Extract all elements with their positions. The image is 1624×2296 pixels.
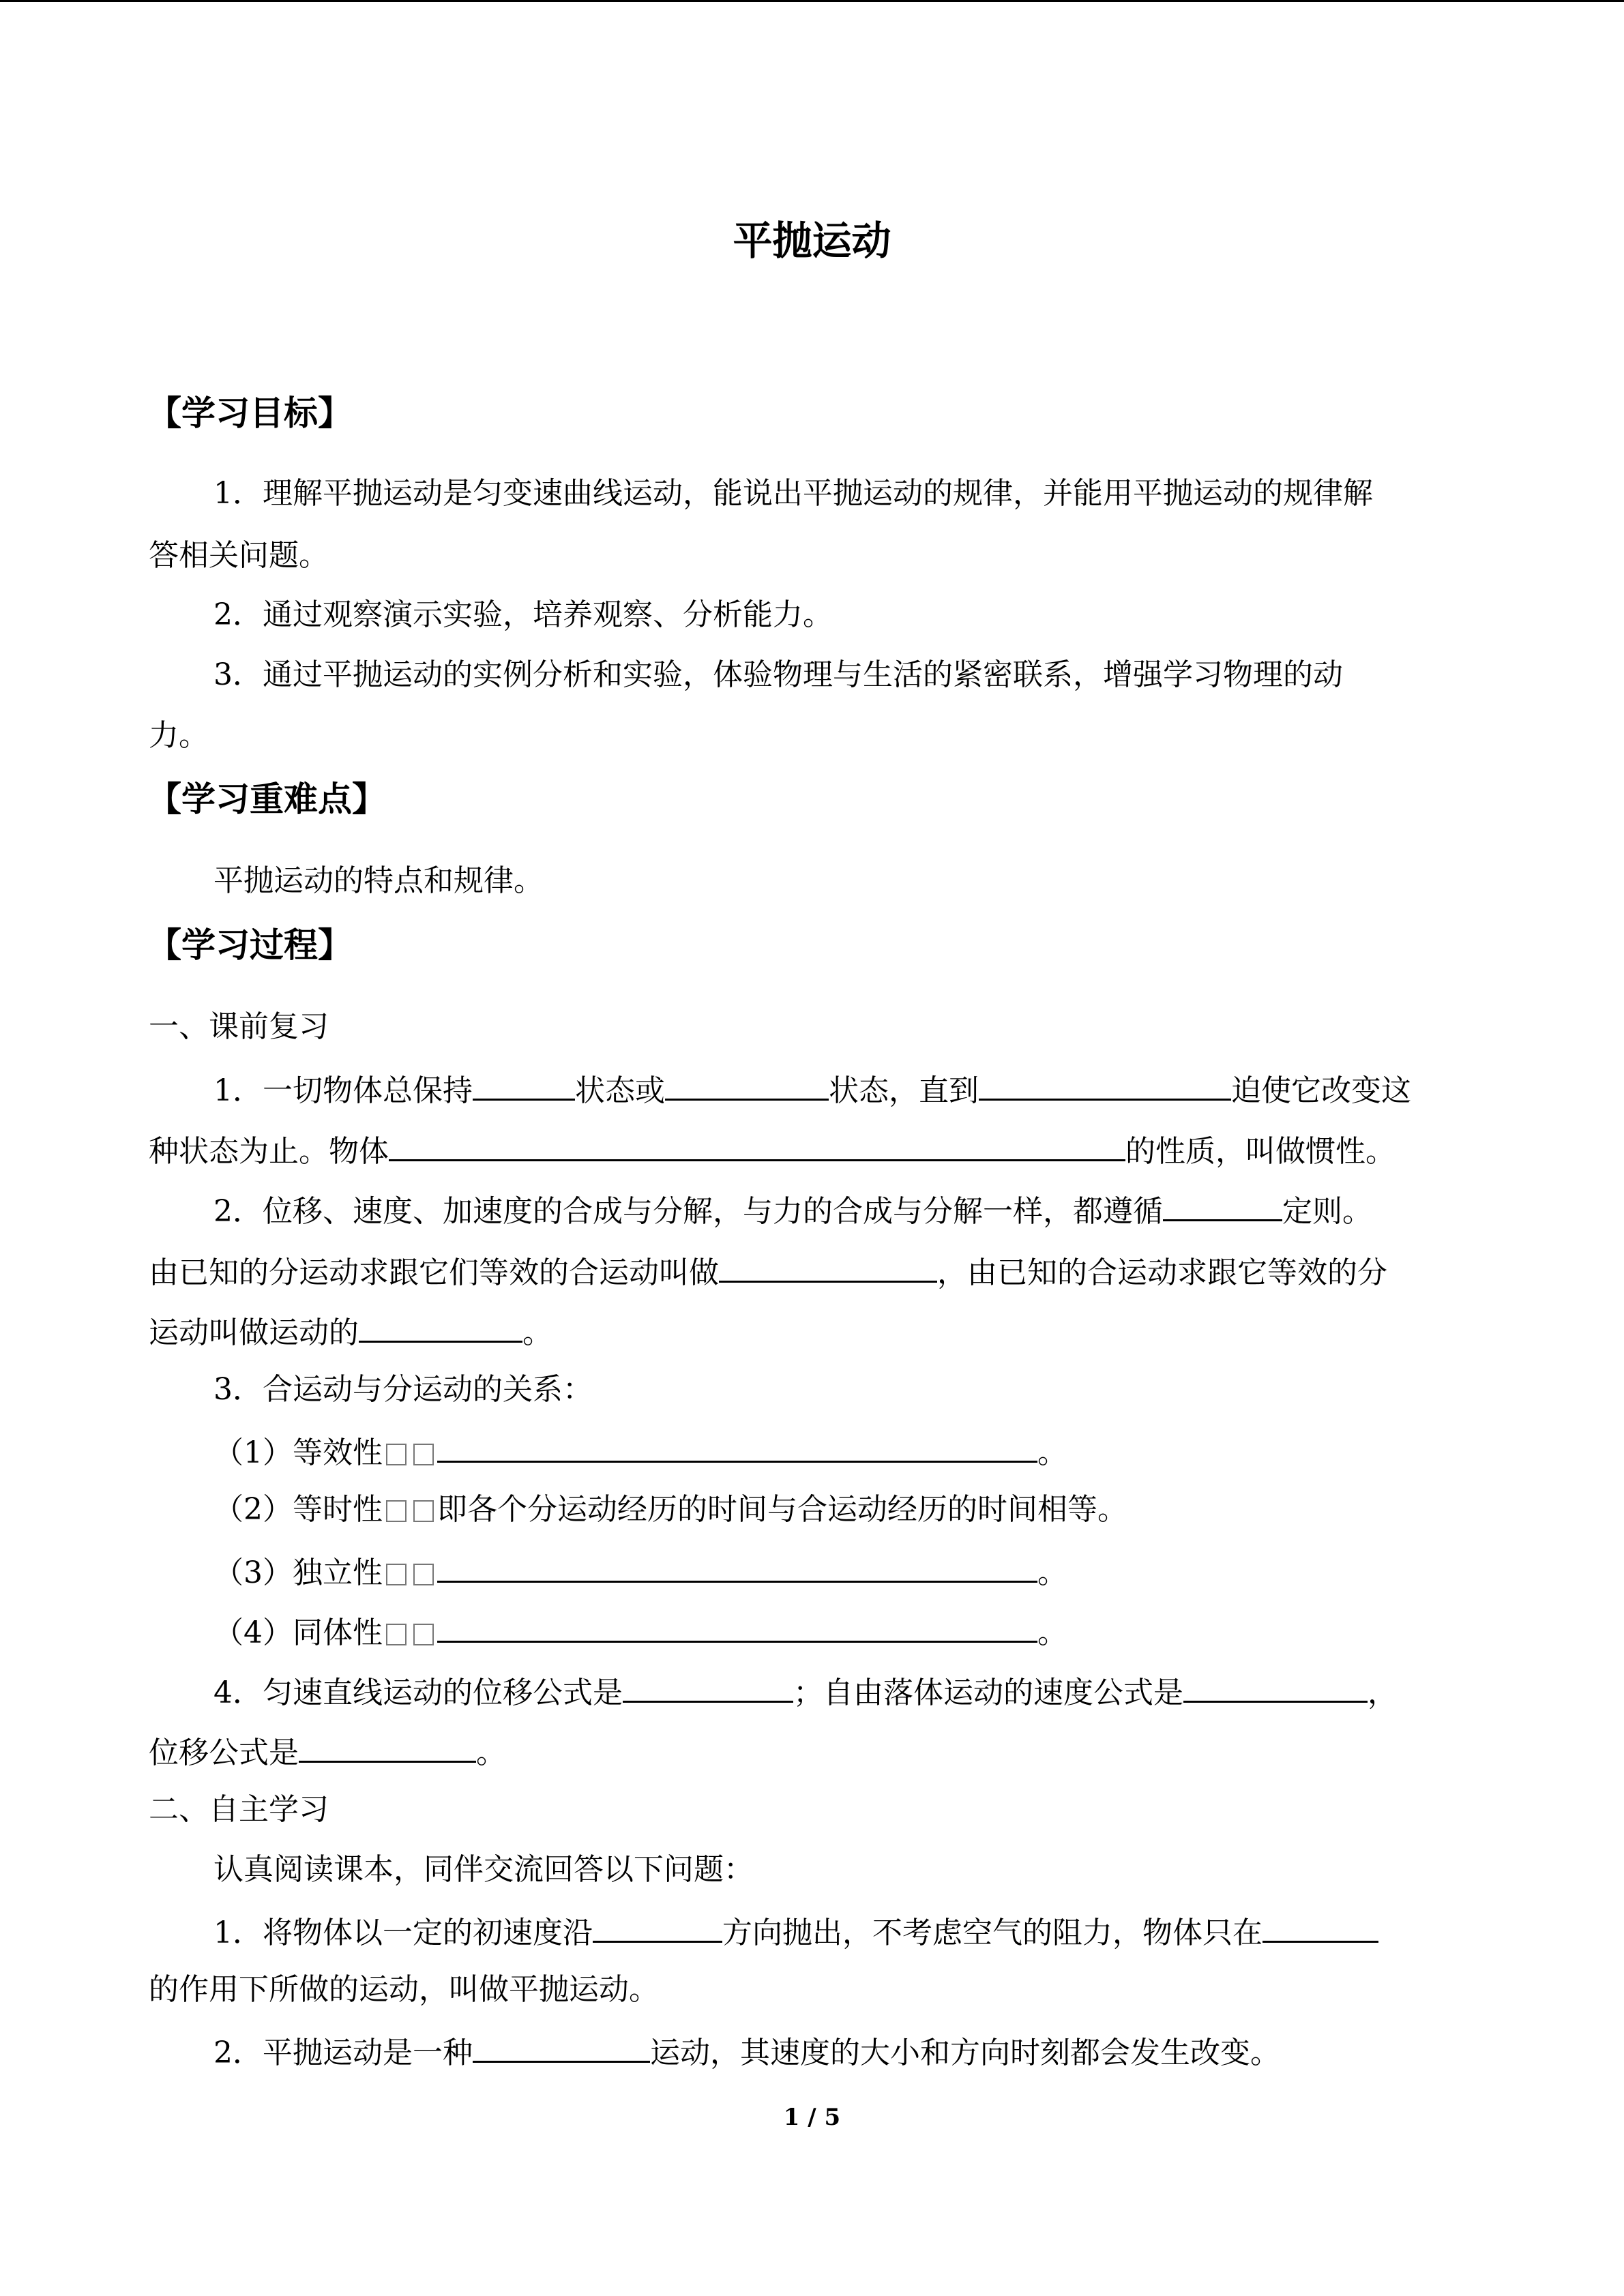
self-study-q2-text-1: 2．平抛运动是一种	[213, 2036, 473, 2070]
blank-field[interactable]	[1183, 1669, 1368, 1703]
page-title: 平抛运动	[733, 218, 891, 264]
review-q2-text-2: 定则。	[1282, 1194, 1372, 1229]
objective-2: 2．通过观察演示实验，培养观察、分析能力。	[213, 597, 833, 632]
review-q4-text-5: 。	[476, 1735, 506, 1770]
blank-field[interactable]	[389, 1128, 1125, 1161]
review-q4-text-4: 位移公式是	[149, 1735, 299, 1770]
review-q3-intro: 3．合运动与分运动的关系：	[213, 1372, 593, 1407]
review-q1-line-1	[213, 1067, 1411, 1112]
heading-key-points: 【学习重难点】	[147, 779, 386, 819]
review-q1-text-4: 迫使它改变这	[1231, 1073, 1411, 1108]
blank-field[interactable]	[473, 1067, 575, 1101]
review-q1-text-2: 状态或	[575, 1073, 665, 1108]
objective-3-line-2: 力。	[149, 718, 209, 753]
review-q1-text-3: 状态，直到	[829, 1073, 979, 1108]
review-q4-text-2: ；自由落体运动的速度公式是	[793, 1675, 1183, 1710]
missing-glyph-box	[413, 1444, 434, 1465]
review-q4-line-1	[213, 1669, 1398, 1714]
review-q4-line-2	[149, 1729, 506, 1774]
review-q3-item-4	[213, 1609, 1067, 1654]
missing-glyph-box	[413, 1624, 434, 1645]
blank-field[interactable]	[437, 1609, 1037, 1643]
missing-glyph-box	[386, 1624, 407, 1645]
review-q2-line-1	[213, 1188, 1372, 1232]
review-q3-item-3-end: 。	[1037, 1555, 1067, 1590]
self-study-q2-text-2: 运动，其速度的大小和方向时刻都会发生改变。	[650, 2036, 1280, 2070]
key-points-text: 平抛运动的特点和规律。	[213, 863, 544, 898]
review-q3-item-4-end: 。	[1037, 1615, 1067, 1650]
review-q3-item-1-label: （1）等效性	[213, 1435, 383, 1470]
review-q1-line-2	[149, 1128, 1396, 1172]
blank-field[interactable]	[437, 1549, 1037, 1583]
self-study-q1-text-1: 1．将物体以一定的初速度沿	[213, 1915, 593, 1950]
objective-1-line-2: 答相关问题。	[149, 538, 329, 573]
heading-objectives: 【学习目标】	[147, 393, 352, 433]
self-study-q1-line-1	[213, 1909, 1378, 1954]
blank-field[interactable]	[437, 1429, 1037, 1463]
blank-field[interactable]	[665, 1067, 829, 1101]
review-q2-text-6: 。	[522, 1315, 552, 1350]
review-q3-item-1-end: 。	[1037, 1435, 1067, 1470]
missing-glyph-box	[386, 1444, 407, 1465]
review-q4-text-1: 4．匀速直线运动的位移公式是	[213, 1675, 623, 1710]
review-q1-text-1: 1．一切物体总保持	[213, 1073, 473, 1108]
blank-field[interactable]	[473, 2029, 650, 2063]
page-number: 1 / 5	[783, 2104, 841, 2131]
objective-1-line-1: 1．理解平抛运动是匀变速曲线运动，能说出平抛运动的规律，并能用平抛运动的规律解	[213, 476, 1373, 511]
self-study-intro: 认真阅读课本，同伴交流回答以下问题：	[213, 1852, 754, 1887]
review-q1-text-5: 种状态为止。物体	[149, 1134, 389, 1169]
review-q2-text-1: 2．位移、速度、加速度的合成与分解，与力的合成与分解一样，都遵循	[213, 1194, 1163, 1229]
review-q2-text-5: 运动叫做运动的	[149, 1315, 359, 1350]
review-q1-text-6: 的性质，叫做惯性。	[1125, 1134, 1396, 1169]
blank-field[interactable]	[1263, 1909, 1378, 1943]
objective-3-line-1: 3．通过平抛运动的实例分析和实验，体验物理与生活的紧密联系，增强学习物理的动	[213, 657, 1343, 692]
self-study-q1-text-2: 方向抛出，不考虑空气的阻力，物体只在	[722, 1915, 1263, 1950]
review-q3-item-2-text: 即各个分运动经历的时间与合运动经历的时间相等。	[437, 1492, 1127, 1527]
blank-field[interactable]	[359, 1309, 522, 1343]
blank-field[interactable]	[719, 1249, 937, 1283]
review-q3-item-1	[213, 1429, 1067, 1474]
missing-glyph-box	[413, 1564, 434, 1585]
section-self-study-title: 二、自主学习	[149, 1792, 329, 1827]
blank-field[interactable]	[299, 1729, 476, 1763]
review-q3-item-4-label: （4）同体性	[213, 1615, 383, 1650]
review-q4-text-3: ，	[1368, 1675, 1398, 1710]
review-q3-item-3	[213, 1549, 1067, 1594]
blank-field[interactable]	[1163, 1188, 1282, 1221]
missing-glyph-box	[386, 1500, 407, 1522]
review-q2-text-3: 由已知的分运动求跟它们等效的合运动叫做	[149, 1255, 719, 1290]
review-q2-line-3	[149, 1309, 552, 1354]
blank-field[interactable]	[593, 1909, 722, 1943]
review-q3-item-2	[213, 1489, 1127, 1530]
self-study-q1-line-2: 的作用下所做的运动，叫做平抛运动。	[149, 1972, 659, 2007]
section-review-title: 一、课前复习	[149, 1009, 329, 1044]
missing-glyph-box	[413, 1500, 434, 1522]
blank-field[interactable]	[623, 1669, 793, 1703]
self-study-q2-line	[213, 2029, 1280, 2074]
heading-process: 【学习过程】	[147, 925, 352, 965]
blank-field[interactable]	[979, 1067, 1231, 1101]
review-q2-line-2	[149, 1249, 1387, 1294]
review-q3-item-3-label: （3）独立性	[213, 1555, 383, 1590]
missing-glyph-box	[386, 1564, 407, 1585]
review-q3-item-2-label: （2）等时性	[213, 1492, 383, 1527]
review-q2-text-4: ，由已知的合运动求跟它等效的分	[937, 1255, 1387, 1290]
